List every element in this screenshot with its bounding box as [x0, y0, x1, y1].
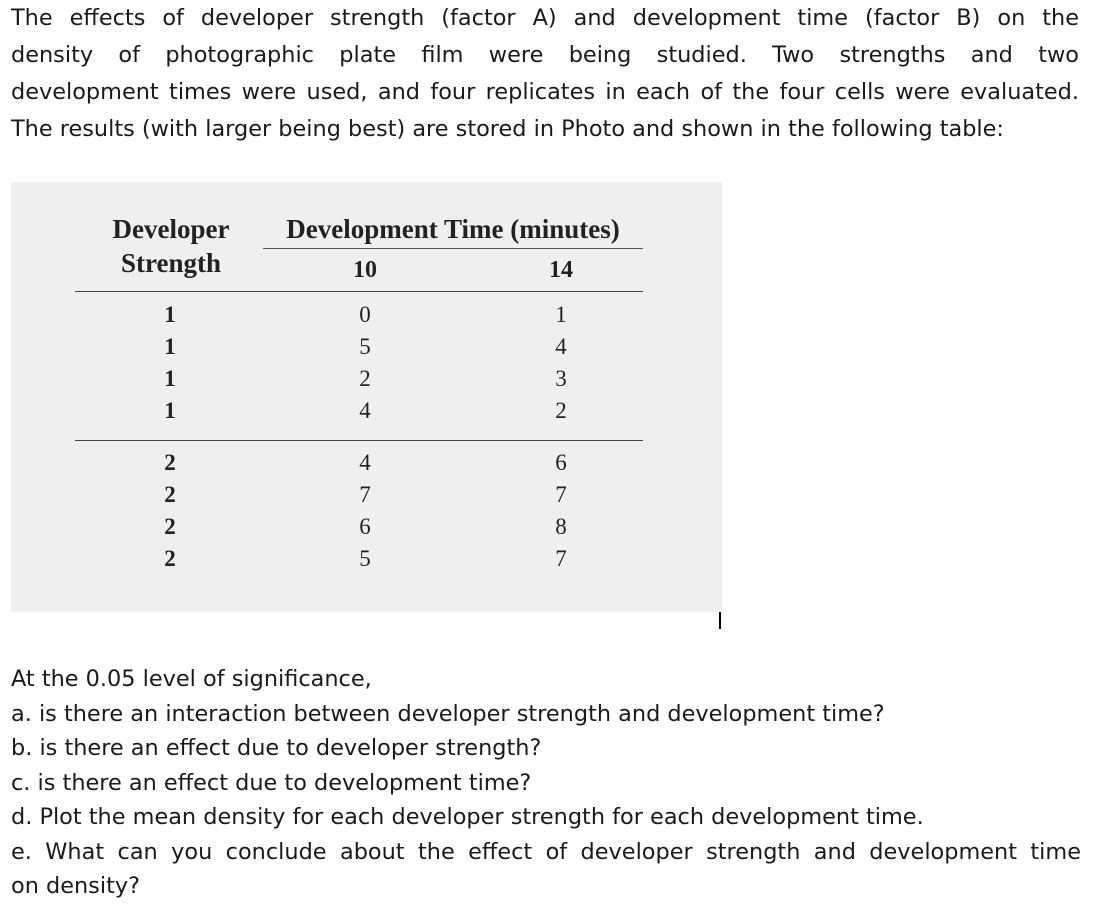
time-header: Development Time (minutes) — [286, 214, 620, 244]
column-header-10: 10 — [353, 257, 377, 283]
strength-header-line2: Strength — [120, 248, 221, 278]
text-cursor — [719, 612, 721, 629]
time10-cell: 4 — [359, 398, 371, 423]
header-rule-lower — [75, 291, 643, 292]
intro-line: density of photographic plate film were being studied. Two strengths and two — [11, 42, 1079, 68]
time14-cell: 8 — [555, 514, 567, 539]
time14-cell: 4 — [555, 334, 567, 359]
strength-cell: 2 — [164, 450, 176, 475]
question-item: e. What can you conclude about the effect of developer strength and development time — [11, 838, 1081, 865]
question-item: c. is there an effect due to development time? — [11, 769, 532, 796]
strength-cell: 2 — [164, 482, 176, 507]
column-header-14: 14 — [549, 257, 573, 283]
time10-cell: 4 — [359, 450, 371, 475]
time10-cell: 0 — [359, 302, 371, 327]
intro-line: development times were used, and four replicates in each of the four cells were evaluated. — [11, 79, 1079, 105]
strength-cell: 1 — [164, 334, 176, 359]
strength-cell: 1 — [164, 302, 176, 327]
time14-cell: 7 — [555, 482, 567, 507]
questions-lead: At the 0.05 level of significance, — [11, 666, 372, 692]
time14-cell: 2 — [555, 398, 567, 423]
time14-cell: 7 — [555, 546, 567, 571]
strength-header-line1: Developer — [112, 214, 230, 244]
time10-cell: 5 — [359, 334, 371, 359]
time14-cell: 3 — [555, 366, 567, 391]
time10-cell: 2 — [359, 366, 371, 391]
time10-cell: 7 — [359, 482, 371, 507]
strength-cell: 1 — [164, 366, 176, 391]
intro-line: The results (with larger being best) are stored in Photo and shown in the following table: — [11, 116, 1004, 142]
strength-header — [106, 212, 236, 280]
question-item: d. Plot the mean density for each developer strength for each development time. — [11, 804, 924, 830]
time14-cell: 1 — [555, 302, 567, 327]
intro-line: The effects of developer strength (factor A) and development time (factor B) on the — [11, 5, 1079, 31]
strength-cell: 2 — [164, 514, 176, 539]
group-separator-rule — [75, 440, 643, 441]
intro-paragraph — [11, 0, 1079, 148]
time14-cell: 6 — [555, 450, 567, 475]
questions-block — [11, 662, 1081, 904]
time10-cell: 6 — [359, 514, 371, 539]
data-table-image — [11, 182, 722, 612]
time10-cell: 5 — [359, 546, 371, 571]
strength-cell: 1 — [164, 398, 176, 423]
question-item: on density? — [11, 873, 140, 899]
header-rule-upper — [263, 248, 643, 249]
question-item: a. is there an interaction between developer strength and development time? — [11, 700, 885, 727]
question-item: b. is there an effect due to developer strength? — [11, 735, 542, 761]
strength-cell: 2 — [164, 546, 176, 571]
